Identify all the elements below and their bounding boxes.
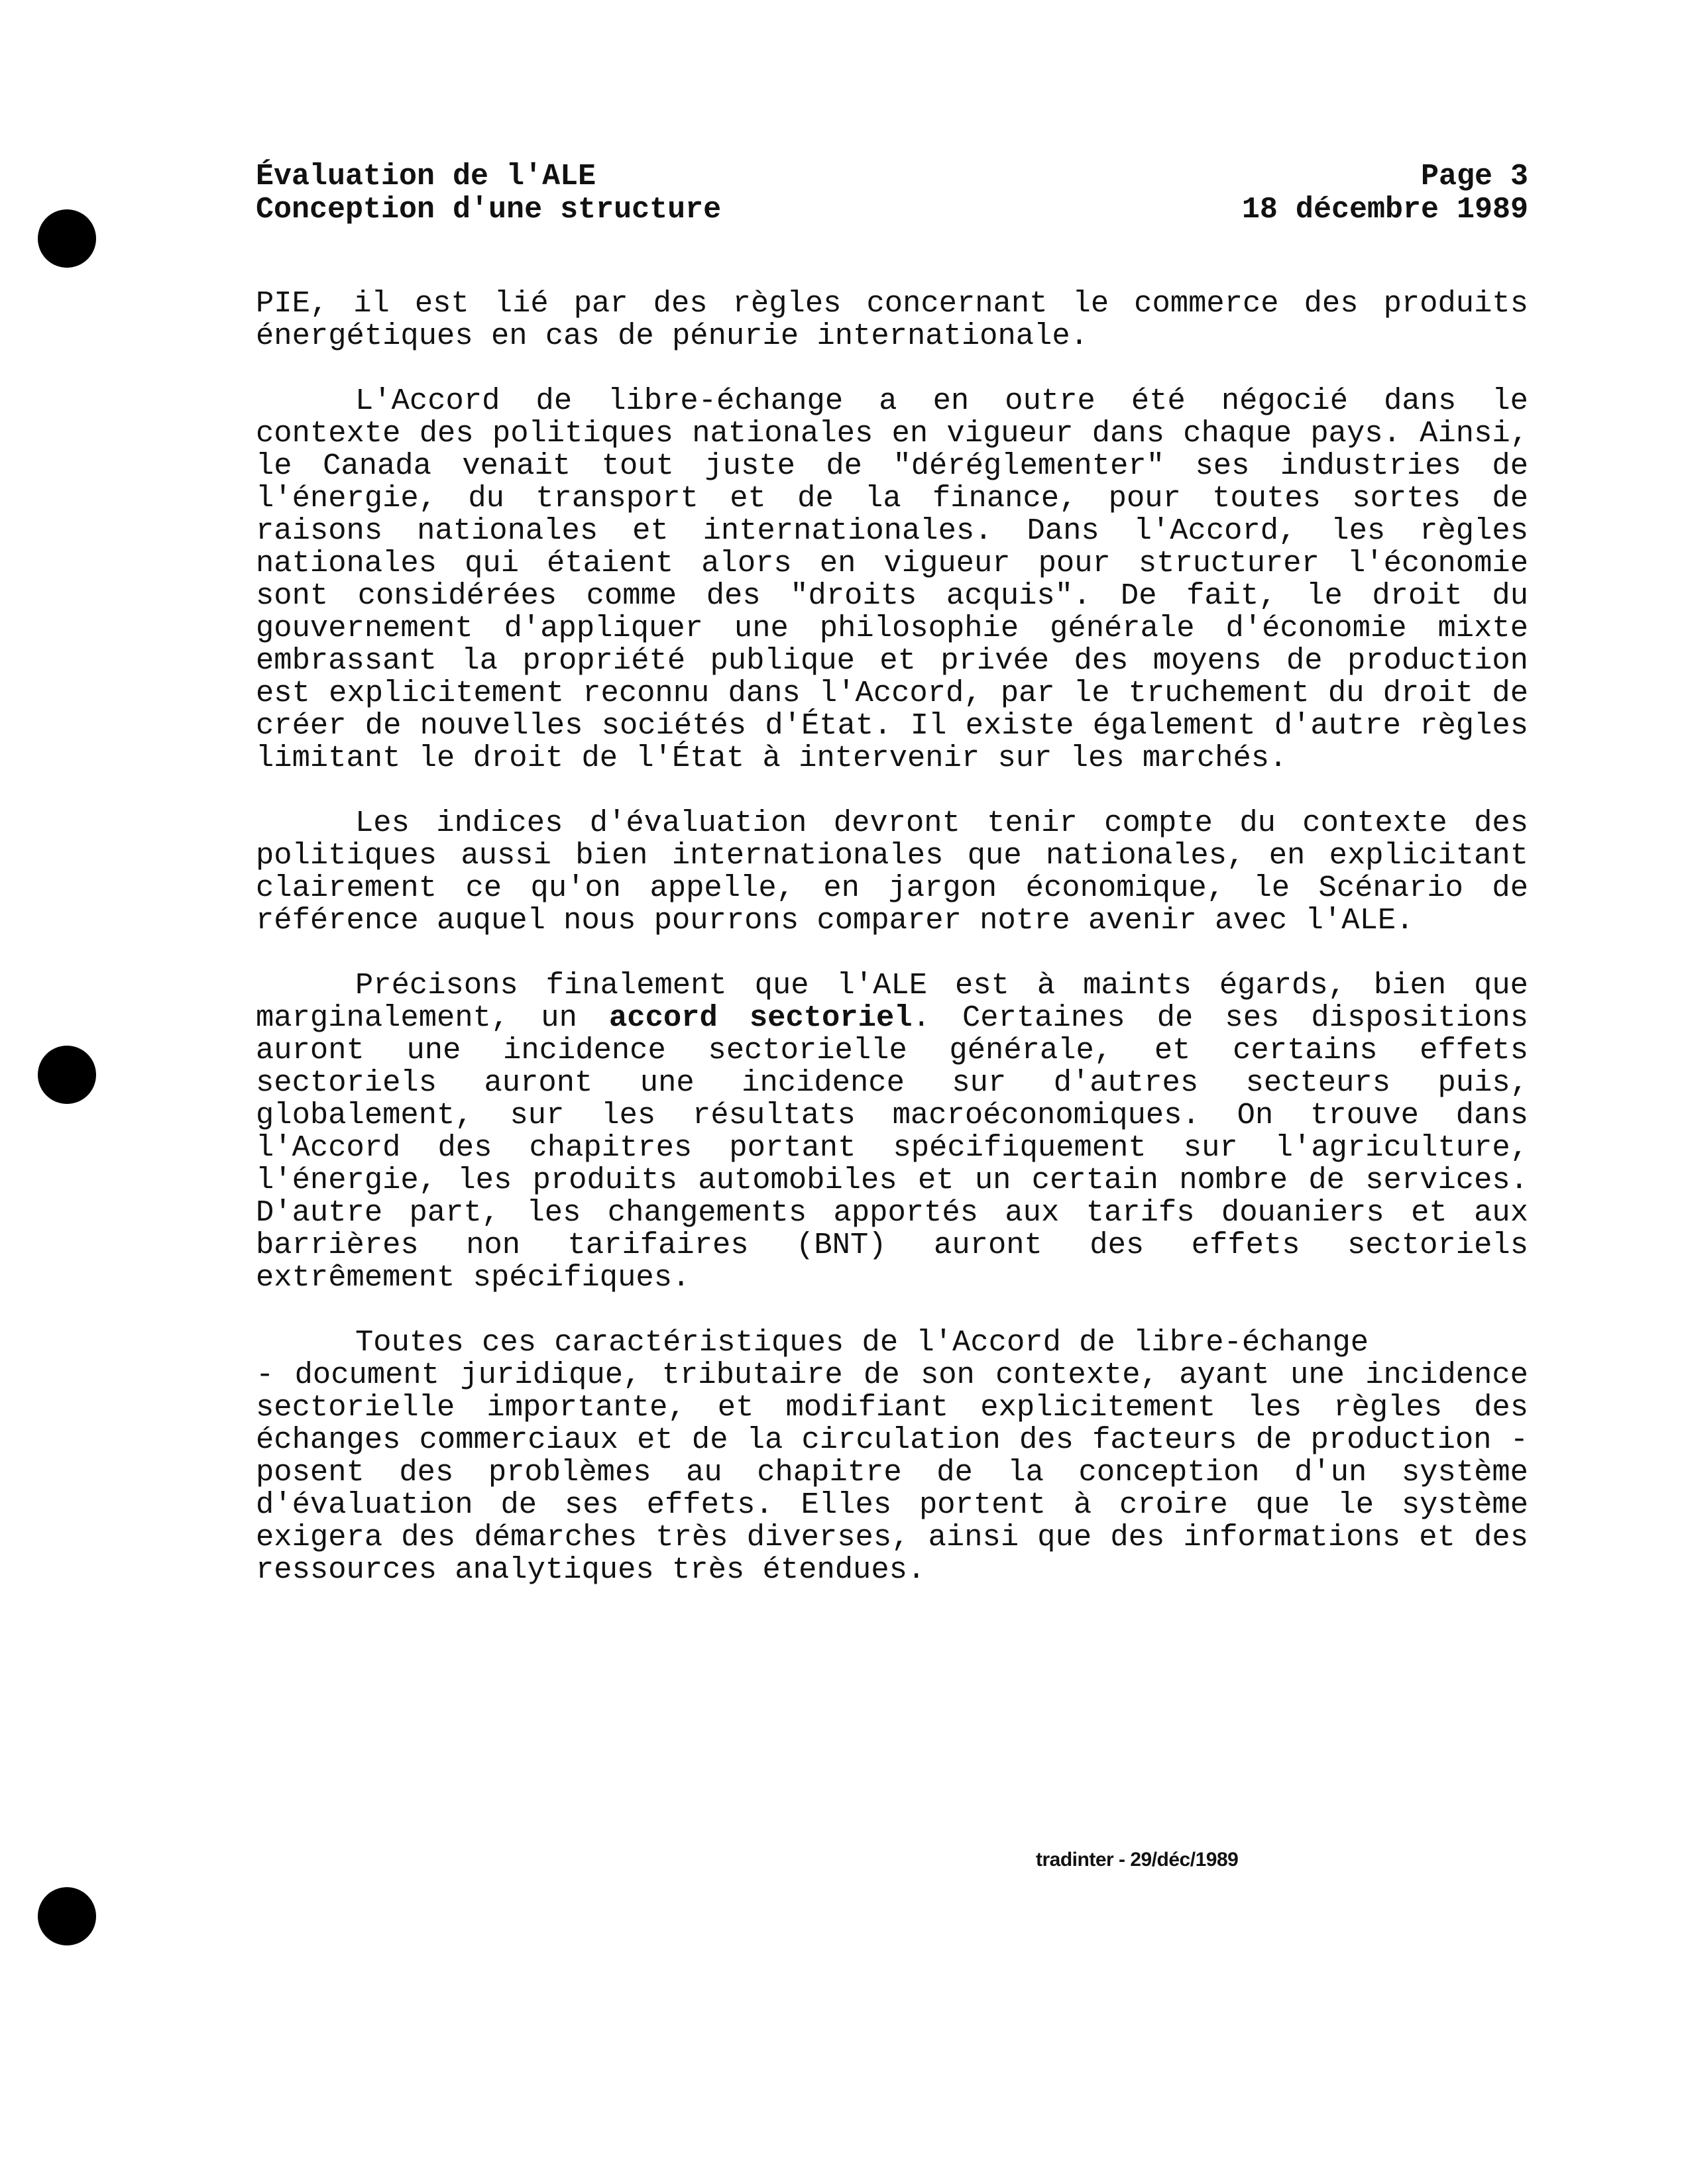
paragraph-text: Précisons finalement que l'ALE est à maints égards, bien que marginalement, un xyxy=(256,968,1528,1035)
page-header xyxy=(256,160,1528,227)
punch-hole xyxy=(38,209,96,268)
paragraph xyxy=(256,1327,1528,1586)
paragraph xyxy=(256,969,1528,1294)
punch-hole xyxy=(38,1046,96,1104)
paragraph: L'Accord de libre-échange a en outre été négocié dans le contexte des politiques nationales en vigueur dans chaque pays. Ainsi, le Canada venait tout juste de "déréglementer" ses industries de l'énergie, du transport et de la finance, pour toutes sortes de raisons nationales et internationales. Dans l'Accord, les règles nationales qui étaient alors en vigueur pour structurer l'économie sont considérées comme des "droits acquis". De fait, le droit du gouvernement d'appliquer une philosophie générale d'économie mixte embrassant la propriété publique et privée des moyens de production est explicitement reconnu dans l'Accord, par le truchement du droit de créer de nouvelles sociétés d'État. Il existe également d'autre règles limitant le droit de l'État à intervenir sur les marchés. xyxy=(256,384,1528,775)
emphasis-term: accord sectoriel xyxy=(608,1001,913,1035)
document-date: 18 décembre 1989 xyxy=(1241,193,1528,227)
document-body xyxy=(256,288,1528,1619)
document-title: Évaluation de l'ALE xyxy=(256,160,596,193)
document-subtitle: Conception d'une structure xyxy=(256,193,722,227)
punch-hole xyxy=(38,1887,96,1945)
paragraph-text: - document juridique, tributaire de son contexte, ayant une incidence sectorielle importante, et modifiant explicitement les règles des échanges commerciaux et de la circulation des facteurs de production - posent des problèmes au chapitre de la conception d'un système d'évaluation de ses effets. Elles portent à croire que le système exigera des démarches très diverses, ainsi que des informations et des ressources analytiques très étendues. xyxy=(256,1358,1528,1587)
footer-stamp: tradinter - 29/déc/1989 xyxy=(1036,1849,1239,1871)
paragraph-first-line: Toutes ces caractéristiques de l'Accord de libre-échange xyxy=(355,1325,1369,1360)
paragraph: Les indices d'évaluation devront tenir compte du contexte des politiques aussi bien internationales que nationales, en explicitant clairement ce qu'on appelle, en jargon économique, le Scénario de référence auquel nous pourrons comparer notre avenir avec l'ALE. xyxy=(256,806,1528,938)
page-number: Page 3 xyxy=(1420,160,1528,193)
paragraph: PIE, il est lié par des règles concernant le commerce des produits énergétiques en cas de pénurie internationale. xyxy=(256,286,1528,353)
paragraph-text: . Certaines de ses dispositions auront une incidence sectorielle générale, et certains effets sectoriels auront une incidence sur d'autres secteurs puis, globalement, sur les résultats macroéconomiques. On trouve dans l'Accord des chapitres portant spécifiquement sur l'agriculture, l'énergie, les produits automobiles et un certain nombre de services. D'autre part, les changements apportés aux tarifs douaniers et aux barrières non tarifaires (BNT) auront des effets sectoriels extrêmement spécifiques. xyxy=(256,1001,1528,1295)
